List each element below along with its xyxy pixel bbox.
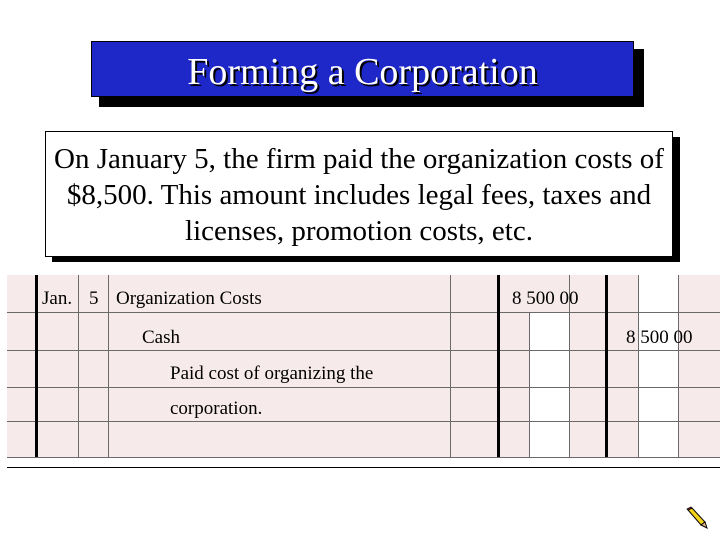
row-divider (7, 457, 720, 458)
credit-account: Cash (142, 327, 180, 348)
column-divider (35, 275, 38, 457)
column-divider (497, 275, 500, 457)
column-divider (638, 275, 639, 457)
column-divider (78, 275, 79, 457)
debit-account: Organization Costs (116, 288, 262, 309)
debit-amount: 8 500 00 (512, 288, 579, 309)
entry-day: 5 (89, 288, 99, 309)
column-divider (605, 275, 608, 457)
entry-month: Jan. (42, 288, 73, 309)
description-text: On January 5, the firm paid the organization costs of $8,500. This amount includes legal fees, taxes and licenses, promotion costs, etc. (54, 143, 664, 247)
pencil-icon[interactable] (685, 506, 709, 530)
explanation-line-2: corporation. (170, 398, 263, 419)
column-divider (108, 275, 109, 457)
credit-amount: 8 500 00 (626, 327, 693, 348)
column-divider (678, 275, 679, 457)
title-banner (91, 41, 634, 97)
debit-cents-column (529, 312, 569, 457)
description-box (45, 131, 673, 257)
slide-title: Forming a Corporation (187, 51, 538, 93)
column-divider (529, 312, 530, 457)
row-divider (7, 350, 720, 351)
row-divider (7, 387, 720, 388)
explanation-line-1: Paid cost of organizing the (170, 363, 374, 384)
credit-cents-column (638, 275, 678, 457)
row-divider (7, 421, 720, 422)
row-divider (7, 312, 720, 313)
bottom-rule (7, 467, 720, 468)
column-divider (450, 275, 451, 457)
